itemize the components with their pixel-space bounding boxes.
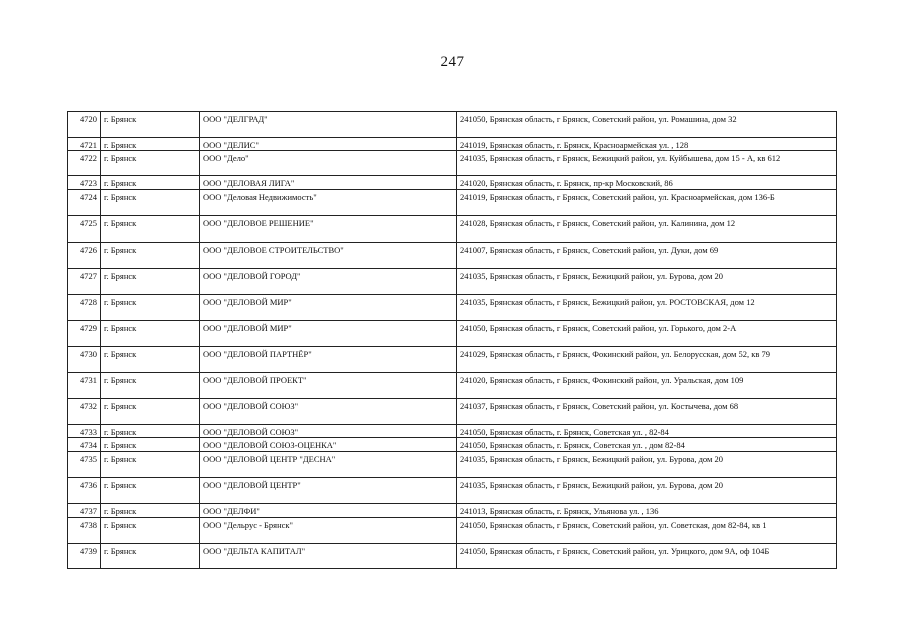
city-cell: г. Брянск [101, 269, 200, 295]
table-row [68, 151, 837, 176]
organization-name-cell: ООО "ДЕЛОВОЕ СТРОИТЕЛЬСТВО" [200, 243, 457, 269]
address-cell: 241050, Брянская область, г Брянск, Советский район, ул. Советская, дом 82-84, кв 1 [457, 518, 837, 544]
organization-name-cell: ООО "ДЕЛОВАЯ ЛИГА" [200, 176, 457, 190]
address-cell: 241020, Брянская область, г. Брянск, пр-кр Московский, 86 [457, 176, 837, 190]
row-number-cell: 4730 [68, 347, 101, 373]
city-cell: г. Брянск [101, 425, 200, 438]
row-number-cell: 4738 [68, 518, 101, 544]
city-cell: г. Брянск [101, 176, 200, 190]
address-cell: 241050, Брянская область, г. Брянск, Советская ул. , дом 82-84 [457, 438, 837, 452]
organization-name-cell: ООО "ДЕЛОВОЙ ПАРТНЁР" [200, 347, 457, 373]
city-cell: г. Брянск [101, 544, 200, 569]
table-row [68, 438, 837, 452]
organization-name-cell: ООО "ДЕЛОВОЙ ПРОЕКТ" [200, 373, 457, 399]
row-number-cell: 4736 [68, 478, 101, 504]
organization-name-cell: ООО "ДЕЛОВОЙ СОЮЗ-ОЦЕНКА" [200, 438, 457, 452]
registry-table-body [68, 112, 837, 569]
row-number-cell: 4728 [68, 295, 101, 321]
address-cell: 241035, Брянская область, г Брянск, Бежицкий район, ул. Бурова, дом 20 [457, 478, 837, 504]
organization-name-cell: ООО "ДЕЛОВОЙ СОЮЗ" [200, 425, 457, 438]
city-cell: г. Брянск [101, 151, 200, 176]
city-cell: г. Брянск [101, 112, 200, 138]
address-cell: 241037, Брянская область, г Брянск, Советский район, ул. Костычева, дом 68 [457, 399, 837, 425]
city-cell: г. Брянск [101, 190, 200, 216]
city-cell: г. Брянск [101, 138, 200, 151]
city-cell: г. Брянск [101, 452, 200, 478]
row-number-cell: 4722 [68, 151, 101, 176]
table-row [68, 347, 837, 373]
table-row [68, 452, 837, 478]
organization-name-cell: ООО "ДЕЛОВОЙ МИР" [200, 321, 457, 347]
row-number-cell: 4737 [68, 504, 101, 518]
city-cell: г. Брянск [101, 373, 200, 399]
row-number-cell: 4729 [68, 321, 101, 347]
city-cell: г. Брянск [101, 478, 200, 504]
organization-name-cell: ООО "ДЕЛГРАД" [200, 112, 457, 138]
address-cell: 241035, Брянская область, г Брянск, Бежицкий район, ул. Бурова, дом 20 [457, 269, 837, 295]
city-cell: г. Брянск [101, 243, 200, 269]
city-cell: г. Брянск [101, 216, 200, 243]
organization-name-cell: ООО "ДЕЛОВОЙ ГОРОД" [200, 269, 457, 295]
address-cell: 241035, Брянская область, г Брянск, Бежицкий район, ул. РОСТОВСКАЯ, дом 12 [457, 295, 837, 321]
address-cell: 241050, Брянская область, г Брянск, Советский район, ул. Урицкого, дом 9А, оф 104Б [457, 544, 837, 569]
table-row [68, 269, 837, 295]
address-cell: 241029, Брянская область, г Брянск, Фокинский район, ул. Белорусская, дом 52, кв 79 [457, 347, 837, 373]
table-row [68, 243, 837, 269]
table-row [68, 190, 837, 216]
table-row [68, 518, 837, 544]
table-row [68, 425, 837, 438]
organization-name-cell: ООО "Дело" [200, 151, 457, 176]
page-number: 247 [440, 54, 465, 70]
row-number-cell: 4723 [68, 176, 101, 190]
table-row [68, 112, 837, 138]
address-cell: 241019, Брянская область, г Брянск, Советский район, ул. Красноармейская, дом 136-Б [457, 190, 837, 216]
address-cell: 241020, Брянская область, г Брянск, Фокинский район, ул. Уральская, дом 109 [457, 373, 837, 399]
table-row [68, 216, 837, 243]
city-cell: г. Брянск [101, 347, 200, 373]
city-cell: г. Брянск [101, 399, 200, 425]
row-number-cell: 4735 [68, 452, 101, 478]
address-cell: 241013, Брянская область, г. Брянск, Ульянова ул. , 136 [457, 504, 837, 518]
address-cell: 241035, Брянская область, г Брянск, Бежицкий район, ул. Куйбышева, дом 15 - А, кв 612 [457, 151, 837, 176]
organization-name-cell: ООО "ДЕЛОВОЙ МИР" [200, 295, 457, 321]
address-cell: 241050, Брянская область, г Брянск, Советский район, ул. Ромашина, дом 32 [457, 112, 837, 138]
row-number-cell: 4725 [68, 216, 101, 243]
table-row [68, 295, 837, 321]
table-row [68, 176, 837, 190]
table-row [68, 321, 837, 347]
address-cell: 241019, Брянская область, г. Брянск, Красноармейская ул. , 128 [457, 138, 837, 151]
row-number-cell: 4739 [68, 544, 101, 569]
organization-name-cell: ООО "Деловая Недвижимость" [200, 190, 457, 216]
table-row [68, 478, 837, 504]
organization-name-cell: ООО "ДЕЛЬТА КАПИТАЛ" [200, 544, 457, 569]
row-number-cell: 4727 [68, 269, 101, 295]
row-number-cell: 4721 [68, 138, 101, 151]
city-cell: г. Брянск [101, 504, 200, 518]
row-number-cell: 4726 [68, 243, 101, 269]
table-row [68, 373, 837, 399]
table-row [68, 138, 837, 151]
table-row [68, 399, 837, 425]
organization-name-cell: ООО "ДЕЛОВОЙ ЦЕНТР" [200, 478, 457, 504]
table-row [68, 504, 837, 518]
row-number-cell: 4724 [68, 190, 101, 216]
city-cell: г. Брянск [101, 321, 200, 347]
address-cell: 241050, Брянская область, г. Брянск, Советская ул. , 82-84 [457, 425, 837, 438]
row-number-cell: 4732 [68, 399, 101, 425]
address-cell: 241035, Брянская область, г Брянск, Бежицкий район, ул. Бурова, дом 20 [457, 452, 837, 478]
organization-name-cell: ООО "ДЕЛОВОЙ ЦЕНТР "ДЕСНА" [200, 452, 457, 478]
row-number-cell: 4734 [68, 438, 101, 452]
registry-table [67, 111, 837, 569]
organization-name-cell: ООО "ДЕЛИС" [200, 138, 457, 151]
table-row [68, 544, 837, 569]
organization-name-cell: ООО "ДЕЛФИ" [200, 504, 457, 518]
address-cell: 241050, Брянская область, г Брянск, Советский район, ул. Горького, дом 2-А [457, 321, 837, 347]
city-cell: г. Брянск [101, 518, 200, 544]
row-number-cell: 4733 [68, 425, 101, 438]
address-cell: 241007, Брянская область, г Брянск, Советский район, ул. Дуки, дом 69 [457, 243, 837, 269]
organization-name-cell: ООО "ДЕЛОВОЕ РЕШЕНИЕ" [200, 216, 457, 243]
city-cell: г. Брянск [101, 438, 200, 452]
address-cell: 241028, Брянская область, г Брянск, Советский район, ул. Калинина, дом 12 [457, 216, 837, 243]
organization-name-cell: ООО "ДЕЛОВОЙ СОЮЗ" [200, 399, 457, 425]
row-number-cell: 4720 [68, 112, 101, 138]
organization-name-cell: ООО "Дельрус - Брянск" [200, 518, 457, 544]
row-number-cell: 4731 [68, 373, 101, 399]
city-cell: г. Брянск [101, 295, 200, 321]
